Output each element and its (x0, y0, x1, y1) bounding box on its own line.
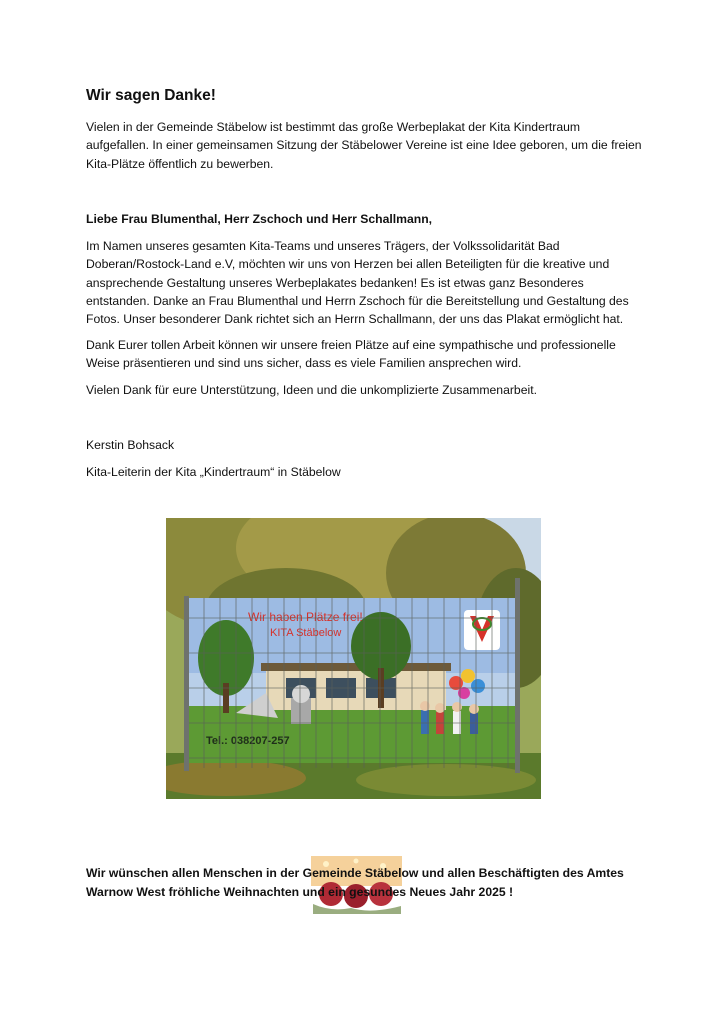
banner-subheadline: KITA Stäbelow (270, 627, 342, 639)
banner-photo (166, 518, 541, 799)
banner-headline: Wir haben Plätze frei! (248, 610, 363, 624)
kita-banner (188, 598, 518, 763)
work-paragraph: Dank Eurer tollen Arbeit können wir unsere freien Plätze auf eine sympathische und professionelle Weise präsentieren und sind uns sicher, dass es viele Familien ansprechen wird. (86, 338, 616, 371)
salutation: Liebe Frau Blumenthal, Herr Zschoch und Herr Schallmann, (86, 212, 433, 226)
intro-paragraph: Vielen in der Gemeinde Stäbelow ist bestimmt das große Werbeplakat der Kita Kindertraum aufgefallen. In einer gemeinsamen Sitzung der Stäbelower Vereine ist eine Idee geboren, um die freien Kita-Plätze öffentlich zu bewerben. (86, 120, 642, 171)
gratitude-paragraph: Vielen Dank für eure Unterstützung, Ideen und die unkomplizierte Zusammenarbeit. (86, 383, 537, 397)
signature-name: Kerstin Bohsack (86, 438, 175, 452)
banner-phone: Tel.: 038207-257 (206, 735, 290, 747)
closing-greeting: Wir wünschen allen Menschen in der Gemeinde Stäbelow und allen Beschäftigten des Amtes Warnow West fröhliche Weihnachten und ein gesundes Neues Jahr 2025 ! (86, 866, 624, 899)
signature-role: Kita-Leiterin der Kita „Kindertraum“ in Stäbelow (86, 465, 341, 479)
thanks-paragraph: Im Namen unseres gesamten Kita-Teams und unseres Trägers, der Volkssolidarität Bad Doberan/Rostock-Land e.V, möchten wir uns von Herzen bei allen Beteiligten für die kreative und ansprechende Gestaltung unseres Werbeplakates bedanken! Es ist etwas ganz Besonderes entstanden. Danke an Frau Blumenthal und Herrn Zschoch für die Bereitstellung und Gestaltung des Fotos. Unser besonderer Dank richtet sich an Herrn Schallmann, der uns das Plakat ermöglicht hat. (86, 239, 629, 327)
page-title: Wir sagen Danke! (86, 87, 216, 104)
